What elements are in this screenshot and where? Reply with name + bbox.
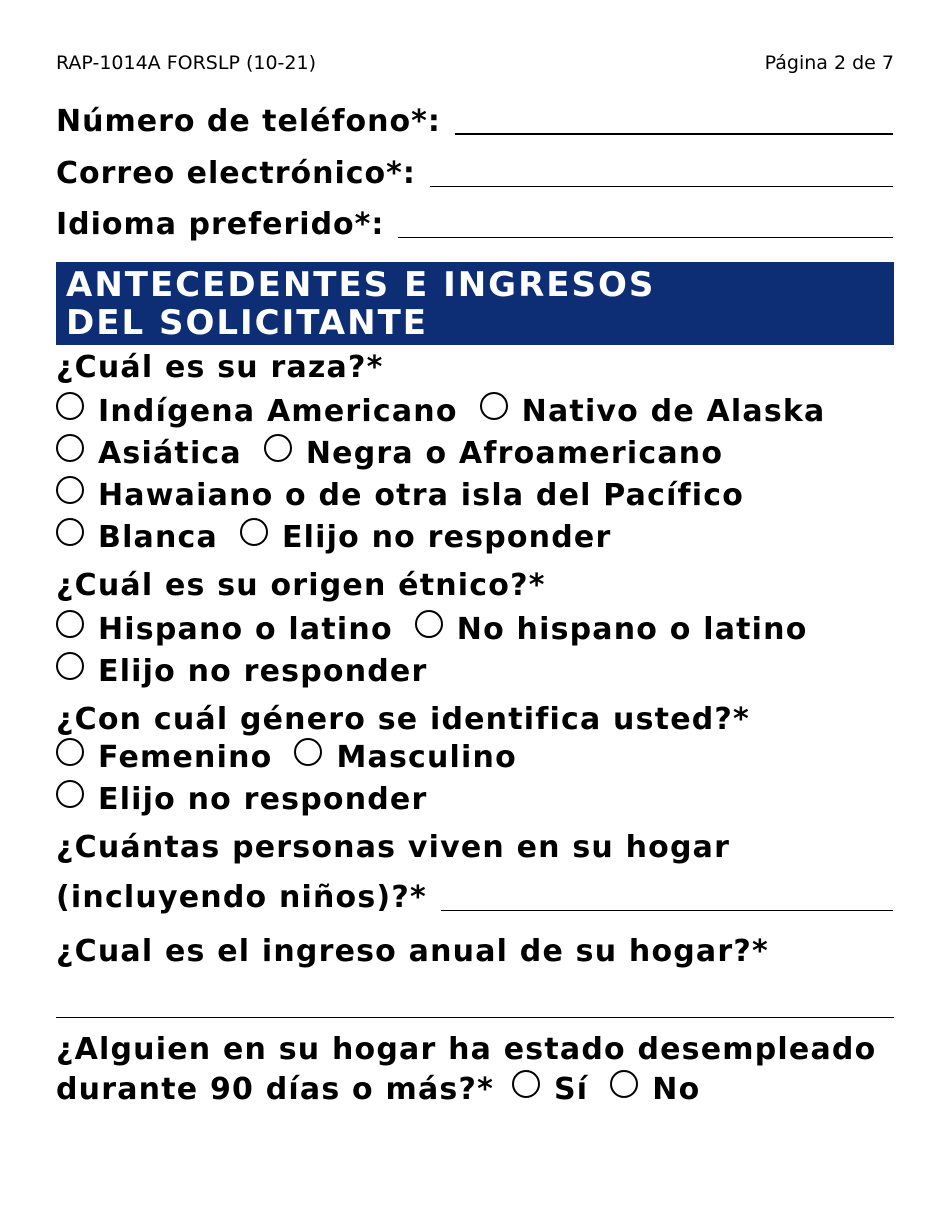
section-title-line2: DEL SOLICITANTE bbox=[66, 303, 428, 343]
income-question: ¿Cual es el ingreso anual de su hogar?* bbox=[56, 934, 769, 969]
ethnicity-option-non-hispanic[interactable] bbox=[415, 612, 808, 647]
ethnicity-question: ¿Cuál es su origen étnico?* bbox=[56, 568, 546, 603]
gender-row-2 bbox=[56, 782, 449, 817]
race-option-black[interactable] bbox=[264, 436, 723, 471]
race-option-alaska-native[interactable] bbox=[480, 394, 826, 429]
radio-icon[interactable] bbox=[56, 476, 84, 504]
option-label: Asiática bbox=[98, 436, 242, 471]
gender-row-1 bbox=[56, 740, 539, 775]
race-option-white[interactable] bbox=[56, 520, 218, 555]
race-option-pacific-islander[interactable] bbox=[56, 478, 744, 513]
option-label: Hawaiano o de otra isla del Pacífico bbox=[98, 478, 745, 513]
race-option-native-american[interactable] bbox=[56, 394, 458, 429]
unemployed-question-line1: ¿Alguien en su hogar ha estado desempleado bbox=[56, 1032, 877, 1067]
gender-option-male[interactable] bbox=[294, 740, 516, 775]
option-label: Elijo no responder bbox=[281, 520, 612, 555]
language-label: Idioma preferido*: bbox=[56, 207, 385, 242]
race-row-3 bbox=[56, 478, 766, 513]
option-label: Elijo no responder bbox=[98, 654, 428, 689]
section-title-line1: ANTECEDENTES E INGRESOS bbox=[66, 265, 656, 305]
ethnicity-option-decline[interactable] bbox=[56, 654, 427, 689]
option-label: Elijo no responder bbox=[98, 782, 428, 817]
race-option-decline[interactable] bbox=[240, 520, 611, 555]
option-label: Sí bbox=[553, 1072, 589, 1107]
phone-field bbox=[56, 104, 893, 139]
option-label: Negra o Afroamericano bbox=[305, 436, 724, 471]
household-question-line1: ¿Cuántas personas viven en su hogar bbox=[56, 830, 731, 865]
option-label: Indígena Americano bbox=[98, 394, 458, 429]
race-row-1 bbox=[56, 394, 848, 429]
radio-icon[interactable] bbox=[56, 392, 84, 420]
race-question: ¿Cuál es su raza?* bbox=[56, 350, 384, 385]
radio-icon[interactable] bbox=[610, 1070, 638, 1098]
radio-icon[interactable] bbox=[512, 1070, 540, 1098]
radio-icon[interactable] bbox=[56, 518, 84, 546]
household-field bbox=[56, 880, 893, 915]
option-label: Nativo de Alaska bbox=[521, 394, 826, 429]
language-input-line[interactable] bbox=[398, 237, 893, 238]
email-label: Correo electrónico*: bbox=[56, 156, 416, 191]
form-code: RAP-1014A FORSLP (10-21) bbox=[56, 52, 316, 74]
gender-option-decline[interactable] bbox=[56, 782, 427, 817]
phone-input-line[interactable] bbox=[455, 133, 893, 135]
radio-icon[interactable] bbox=[56, 780, 84, 808]
option-label: Hispano o latino bbox=[98, 612, 393, 647]
radio-icon[interactable] bbox=[264, 434, 292, 462]
race-row-2 bbox=[56, 436, 745, 471]
option-label: Blanca bbox=[98, 520, 218, 555]
ethnicity-row-2 bbox=[56, 654, 449, 689]
unemployed-question-line2: durante 90 días o más?* bbox=[56, 1072, 494, 1107]
radio-icon[interactable] bbox=[294, 738, 322, 766]
option-label: No hispano o latino bbox=[456, 612, 808, 647]
option-label: No bbox=[652, 1072, 701, 1107]
option-label: Femenino bbox=[98, 740, 273, 775]
language-field bbox=[56, 207, 893, 242]
option-label: Masculino bbox=[336, 740, 517, 775]
radio-icon[interactable] bbox=[56, 610, 84, 638]
gender-option-female[interactable] bbox=[56, 740, 272, 775]
section-banner bbox=[56, 262, 894, 345]
radio-icon[interactable] bbox=[56, 738, 84, 766]
radio-icon[interactable] bbox=[56, 652, 84, 680]
phone-label: Número de teléfono*: bbox=[56, 104, 441, 139]
household-question-line2: (incluyendo niños)?* bbox=[56, 880, 427, 915]
race-row-4 bbox=[56, 520, 633, 555]
race-option-asian[interactable] bbox=[56, 436, 242, 471]
ethnicity-option-hispanic[interactable] bbox=[56, 612, 393, 647]
income-input-line[interactable] bbox=[56, 1017, 894, 1018]
page-number: Página 2 de 7 bbox=[764, 52, 894, 74]
email-input-line[interactable] bbox=[430, 186, 893, 187]
household-input-line[interactable] bbox=[441, 910, 893, 911]
radio-icon[interactable] bbox=[415, 610, 443, 638]
gender-question: ¿Con cuál género se identifica usted?* bbox=[56, 702, 750, 737]
email-field bbox=[56, 156, 893, 191]
unemployed-option-no[interactable] bbox=[610, 1072, 700, 1107]
ethnicity-row-1 bbox=[56, 612, 830, 647]
radio-icon[interactable] bbox=[480, 392, 508, 420]
unemployed-row bbox=[56, 1072, 722, 1107]
unemployed-option-yes[interactable] bbox=[512, 1072, 588, 1107]
radio-icon[interactable] bbox=[240, 518, 268, 546]
radio-icon[interactable] bbox=[56, 434, 84, 462]
